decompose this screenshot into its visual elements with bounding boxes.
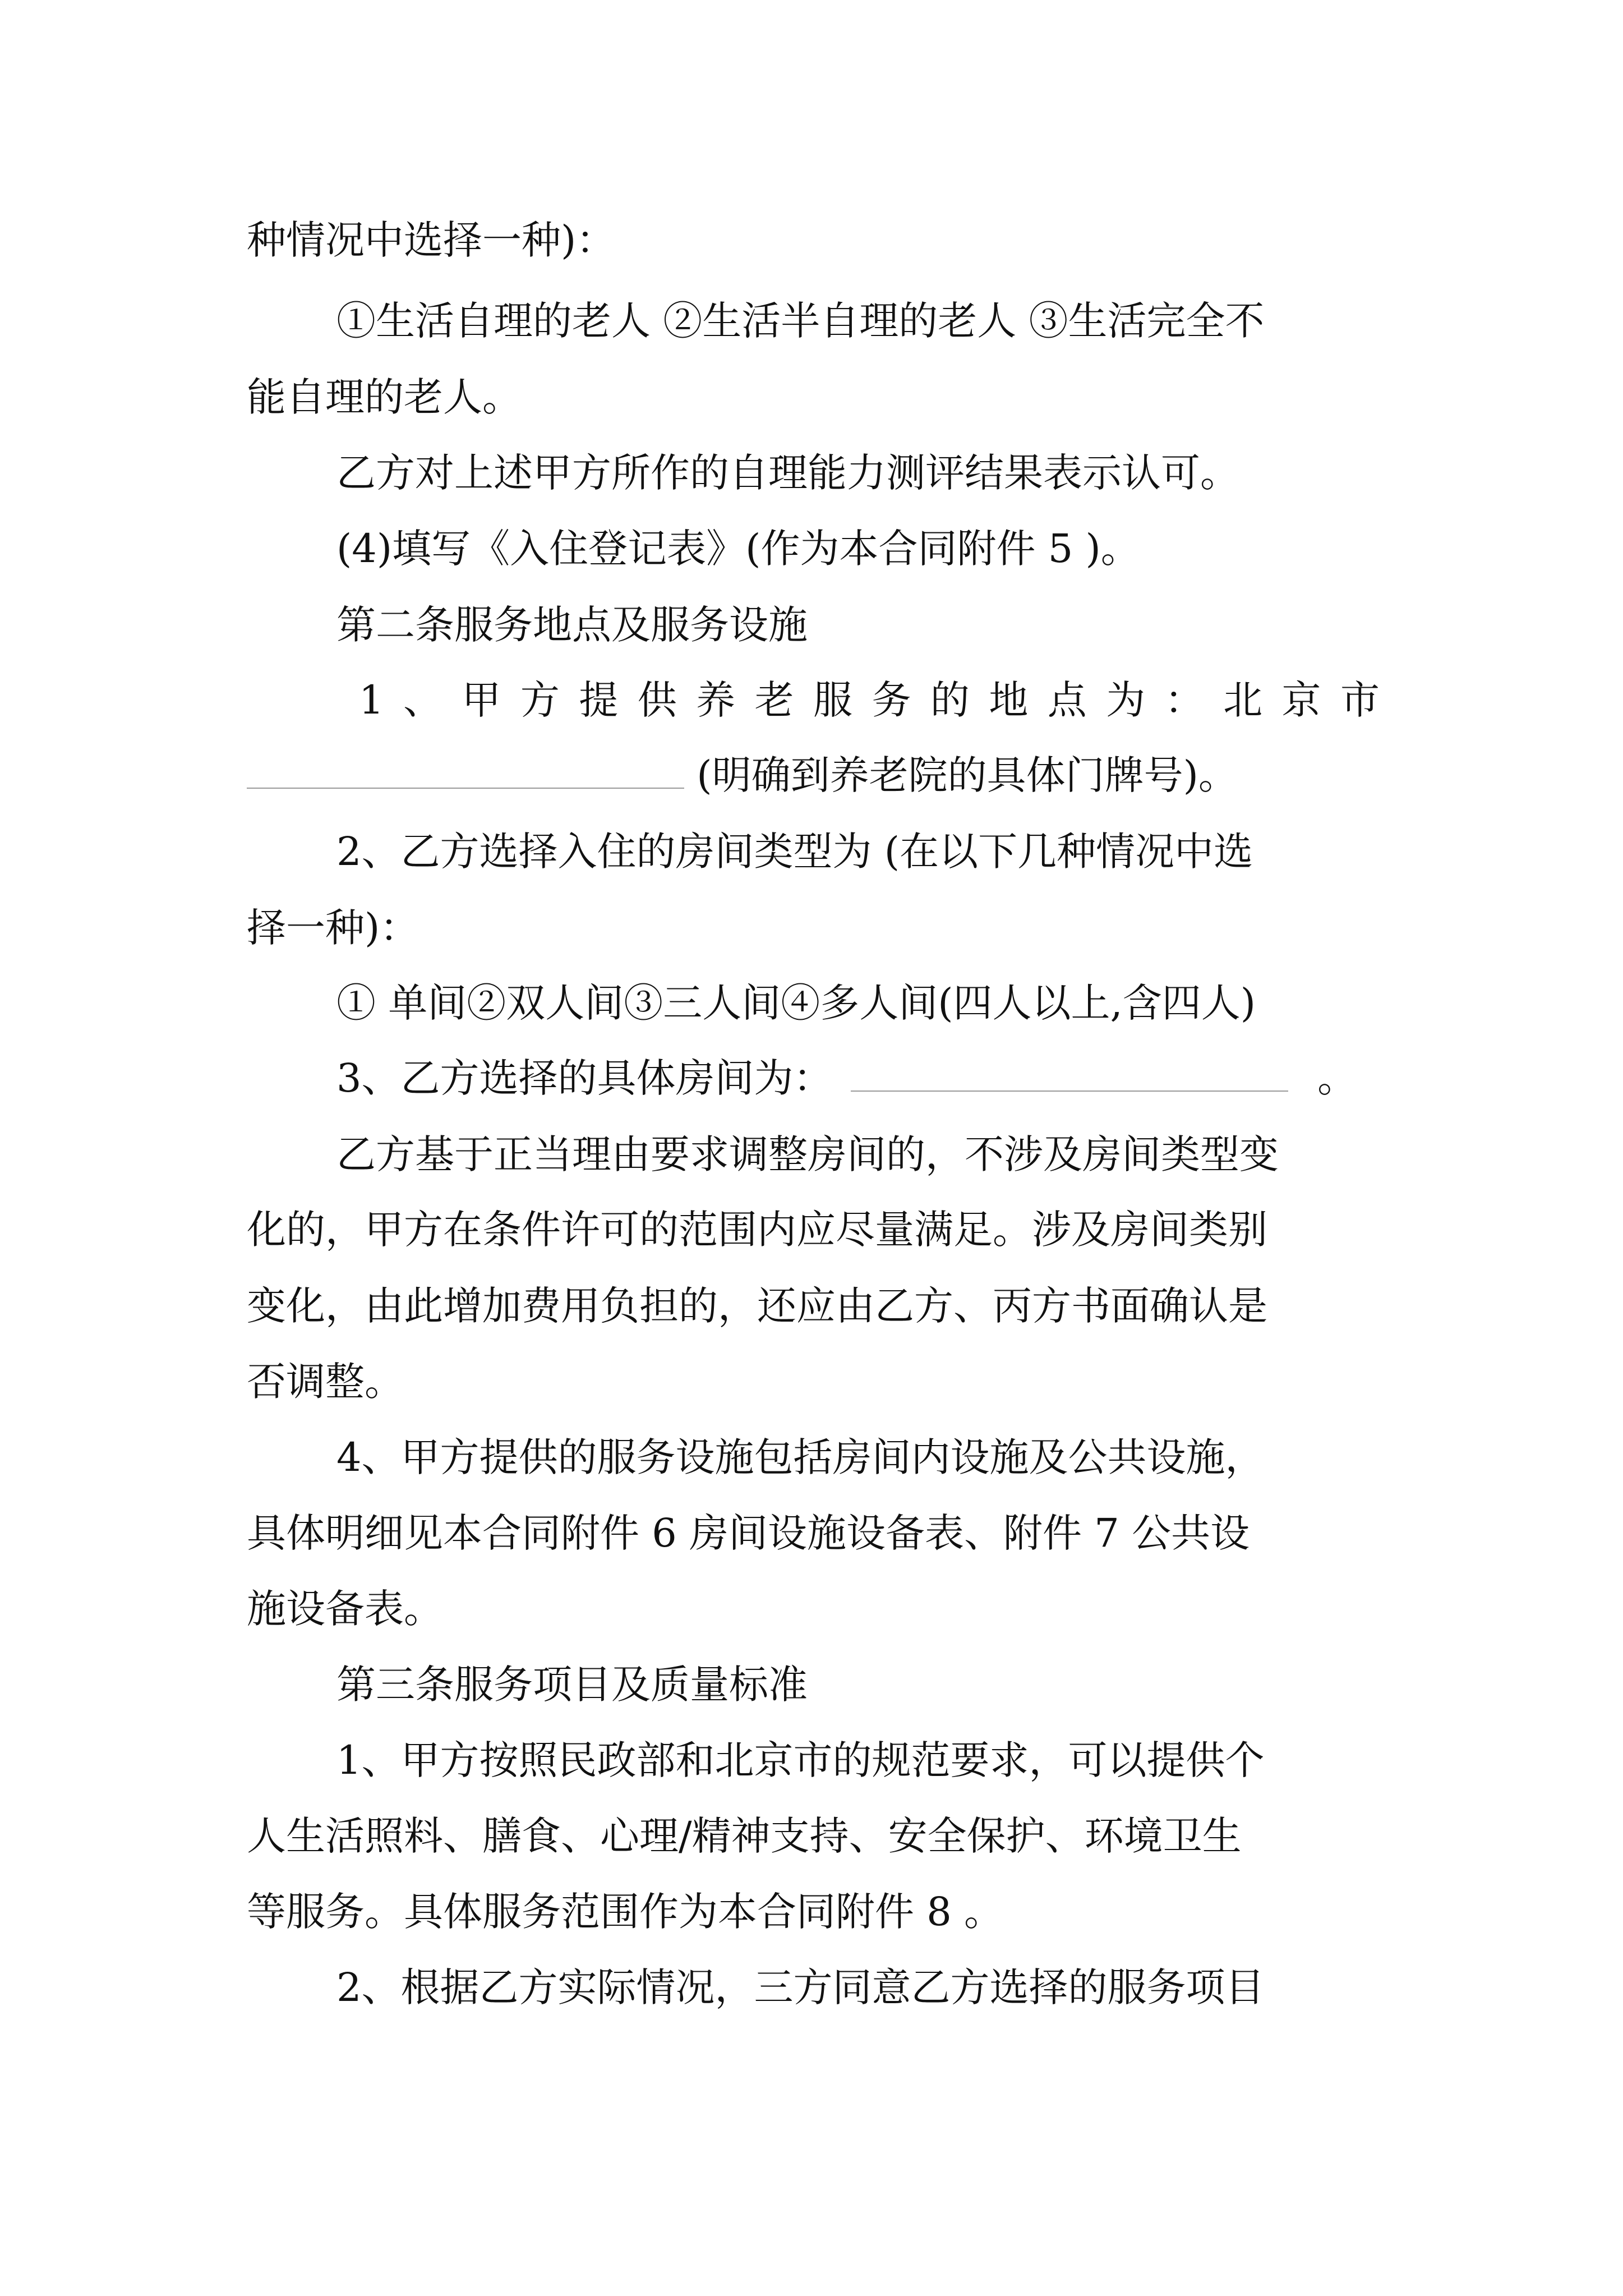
text-segment: 为 [1106, 677, 1146, 723]
text-segment: 务 [872, 677, 911, 723]
text-line: 施设备表。 [247, 1586, 443, 1632]
text-segment: 服 [813, 677, 853, 723]
text-segment: 甲 [462, 677, 501, 723]
text-line [336, 1056, 1357, 1101]
section-heading: 第二条服务地点及服务设施 [336, 602, 808, 648]
text-line: 化的，甲方在条件许可的范围内应尽量满足。涉及房间类别 [247, 1207, 1267, 1253]
room-blank [851, 1058, 1288, 1092]
text-segment: 京 [1281, 677, 1321, 723]
text-segment: 地 [989, 677, 1029, 723]
text-segment: 提 [579, 677, 619, 723]
text-line: 择一种)： [247, 905, 419, 951]
text-line: 能自理的老人。 [247, 374, 522, 420]
text-segment: 供 [637, 677, 677, 723]
text-line: 变化，由此增加费用负担的，还应由乙方、丙方书面确认是 [247, 1283, 1267, 1329]
text-line: 等服务。具体服务范围作为本合同附件 8 。 [247, 1889, 1004, 1935]
text-segment: 、 [403, 677, 442, 723]
text-segment: ： [1164, 677, 1204, 723]
text-line: 否调整。 [247, 1359, 404, 1405]
text-line: 人生活照料、膳食、心理/精神支持、安全保护、环境卫生 [247, 1813, 1242, 1859]
text-line: 乙方对上述甲方所作的自理能力测评结果表示认可。 [336, 450, 1239, 496]
text-segment: 点 [1047, 677, 1087, 723]
text-segment: 的 [930, 677, 970, 723]
text-segment: 养 [696, 677, 736, 723]
text-segment: 老 [754, 677, 794, 723]
text-segment: 市 [1340, 677, 1380, 723]
text-line: 具体明细见本合同附件 6 房间设施设备表、附件 7 公共设 [247, 1510, 1250, 1556]
section-heading: 第三条服务项目及质量标准 [336, 1662, 808, 1708]
text-line [247, 753, 1238, 798]
text-line: (4)填写《入住登记表》(作为本合同附件 5 )。 [336, 526, 1140, 572]
text-line: 2、乙方选择入住的房间类型为 (在以下几种情况中选 [336, 829, 1253, 875]
text-segment: 方 [520, 677, 560, 723]
text-segment: 。 [1317, 1055, 1357, 1101]
text-segment: 北 [1223, 677, 1263, 723]
text-line: 种情况中选择一种)： [247, 217, 616, 263]
text-segment: 1 [359, 677, 384, 723]
text-line: 4、甲方提供的服务设施包括房间内设施及公共设施， [336, 1434, 1265, 1480]
text-line: 2、根据乙方实际情况，三方同意乙方选择的服务项目 [336, 1964, 1265, 2010]
text-line: 1、甲方按照民政部和北京市的规范要求，可以提供个 [336, 1737, 1265, 1783]
text-line-justified [359, 678, 1380, 723]
text-segment: (明确到养老院的具体门牌号)。 [697, 752, 1238, 798]
text-line: ①生活自理的老人 ②生活半自理的老人 ③生活完全不 [336, 298, 1265, 344]
text-line: ① 单间②双人间③三人间④多人间(四人以上,含四人) [336, 980, 1256, 1026]
text-segment: 3、乙方选择的具体房间为： [336, 1055, 833, 1101]
address-blank [247, 755, 684, 789]
text-line: 乙方基于正当理由要求调整房间的，不涉及房间类型变 [336, 1131, 1279, 1177]
